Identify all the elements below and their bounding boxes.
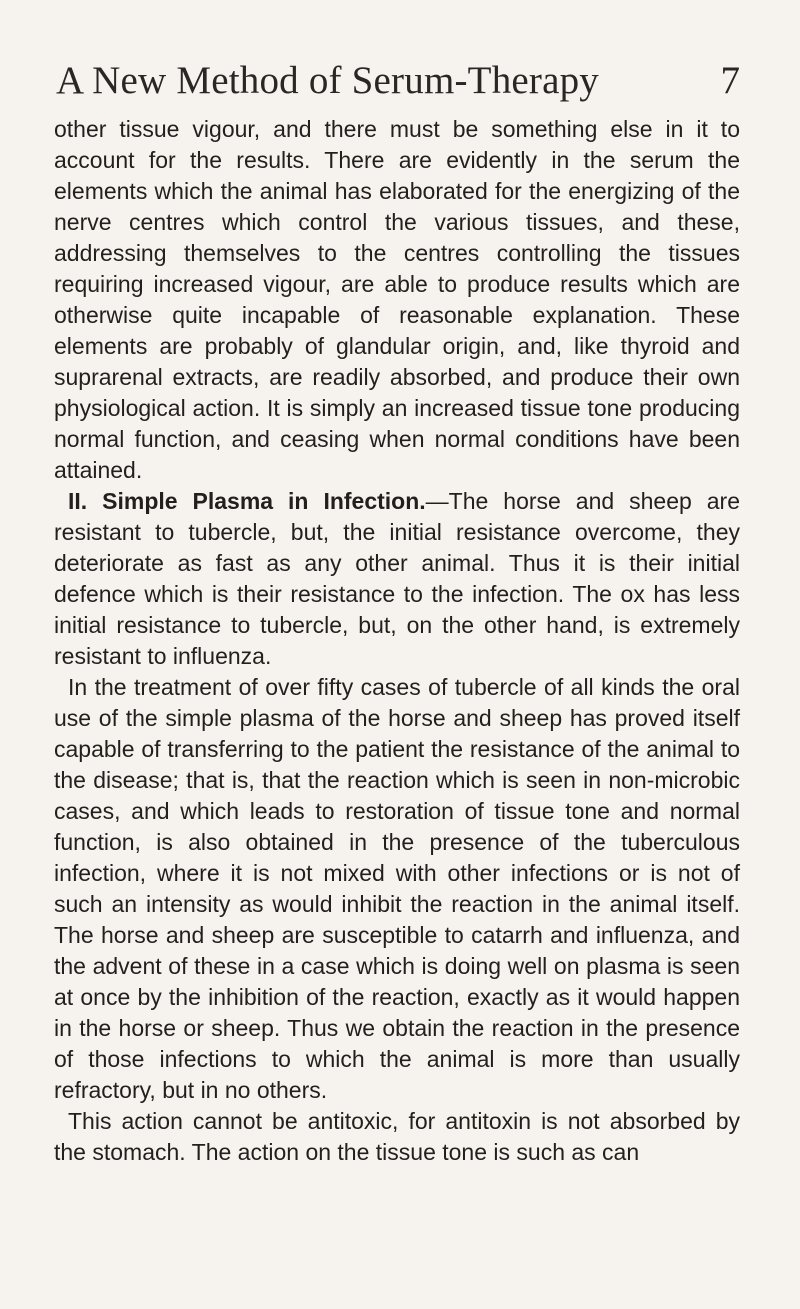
section-ii-text: —The horse and sheep are resistant to tubercle, but, the initial resistance overcome, they deteriorate as fast as any other animal. Thus it is their initial defence which is their resistance to the infection. The ox has less initial resistance to tubercle, but, on the other hand, is extremely resistant to influenza. <box>54 488 740 669</box>
running-title: A New Method of Serum-Therapy <box>56 59 600 102</box>
paragraph-continuation: other tissue vigour, and there must be something else in it to account for the results. There are evidently in the serum the elements which the animal has elaborated for the energizing of the nerve centres which control the various tissues, and these, addressing themselves to the centres controlling the tissues requiring increased vigour, are able to produce results which are otherwise quite incapable of reasonable explanation. These elements are probably of glandular origin, and, like thyroid and suprarenal extracts, are readily absorbed, and produce their own physiological action. It is simply an increased tissue tone producing normal function, and ceasing when normal conditions have been attained. <box>54 116 740 483</box>
paragraph-section-ii <box>54 486 740 672</box>
body-text <box>54 114 740 1168</box>
page-number: 7 <box>720 59 740 102</box>
paragraph-antitoxic: This action cannot be antitoxic, for antitoxin is not absorbed by the stomach. The action on the tissue tone is such as can <box>54 1108 740 1165</box>
paragraph-treatment: In the treatment of over fifty cases of tubercle of all kinds the oral use of the simple plasma of the horse and sheep has proved itself capable of transferring to the patient the resistance of the animal to the disease; that is, that the reaction which is seen in non-microbic cases, and which leads to restoration of tissue tone and normal function, is also obtained in the presence of the tuberculous infection, where it is not mixed with other infections or is not of such an intensity as would inhibit the reaction in the animal itself. The horse and sheep are susceptible to catarrh and influenza, and the advent of these in a case which is doing well on plasma is seen at once by the inhibition of the reaction, exactly as it would happen in the horse or sheep. Thus we obtain the reaction in the presence of those infections to which the animal is more than usually refractory, but in no others. <box>54 674 740 1103</box>
running-header <box>56 58 746 104</box>
section-heading: II. Simple Plasma in Infection. <box>68 488 426 514</box>
